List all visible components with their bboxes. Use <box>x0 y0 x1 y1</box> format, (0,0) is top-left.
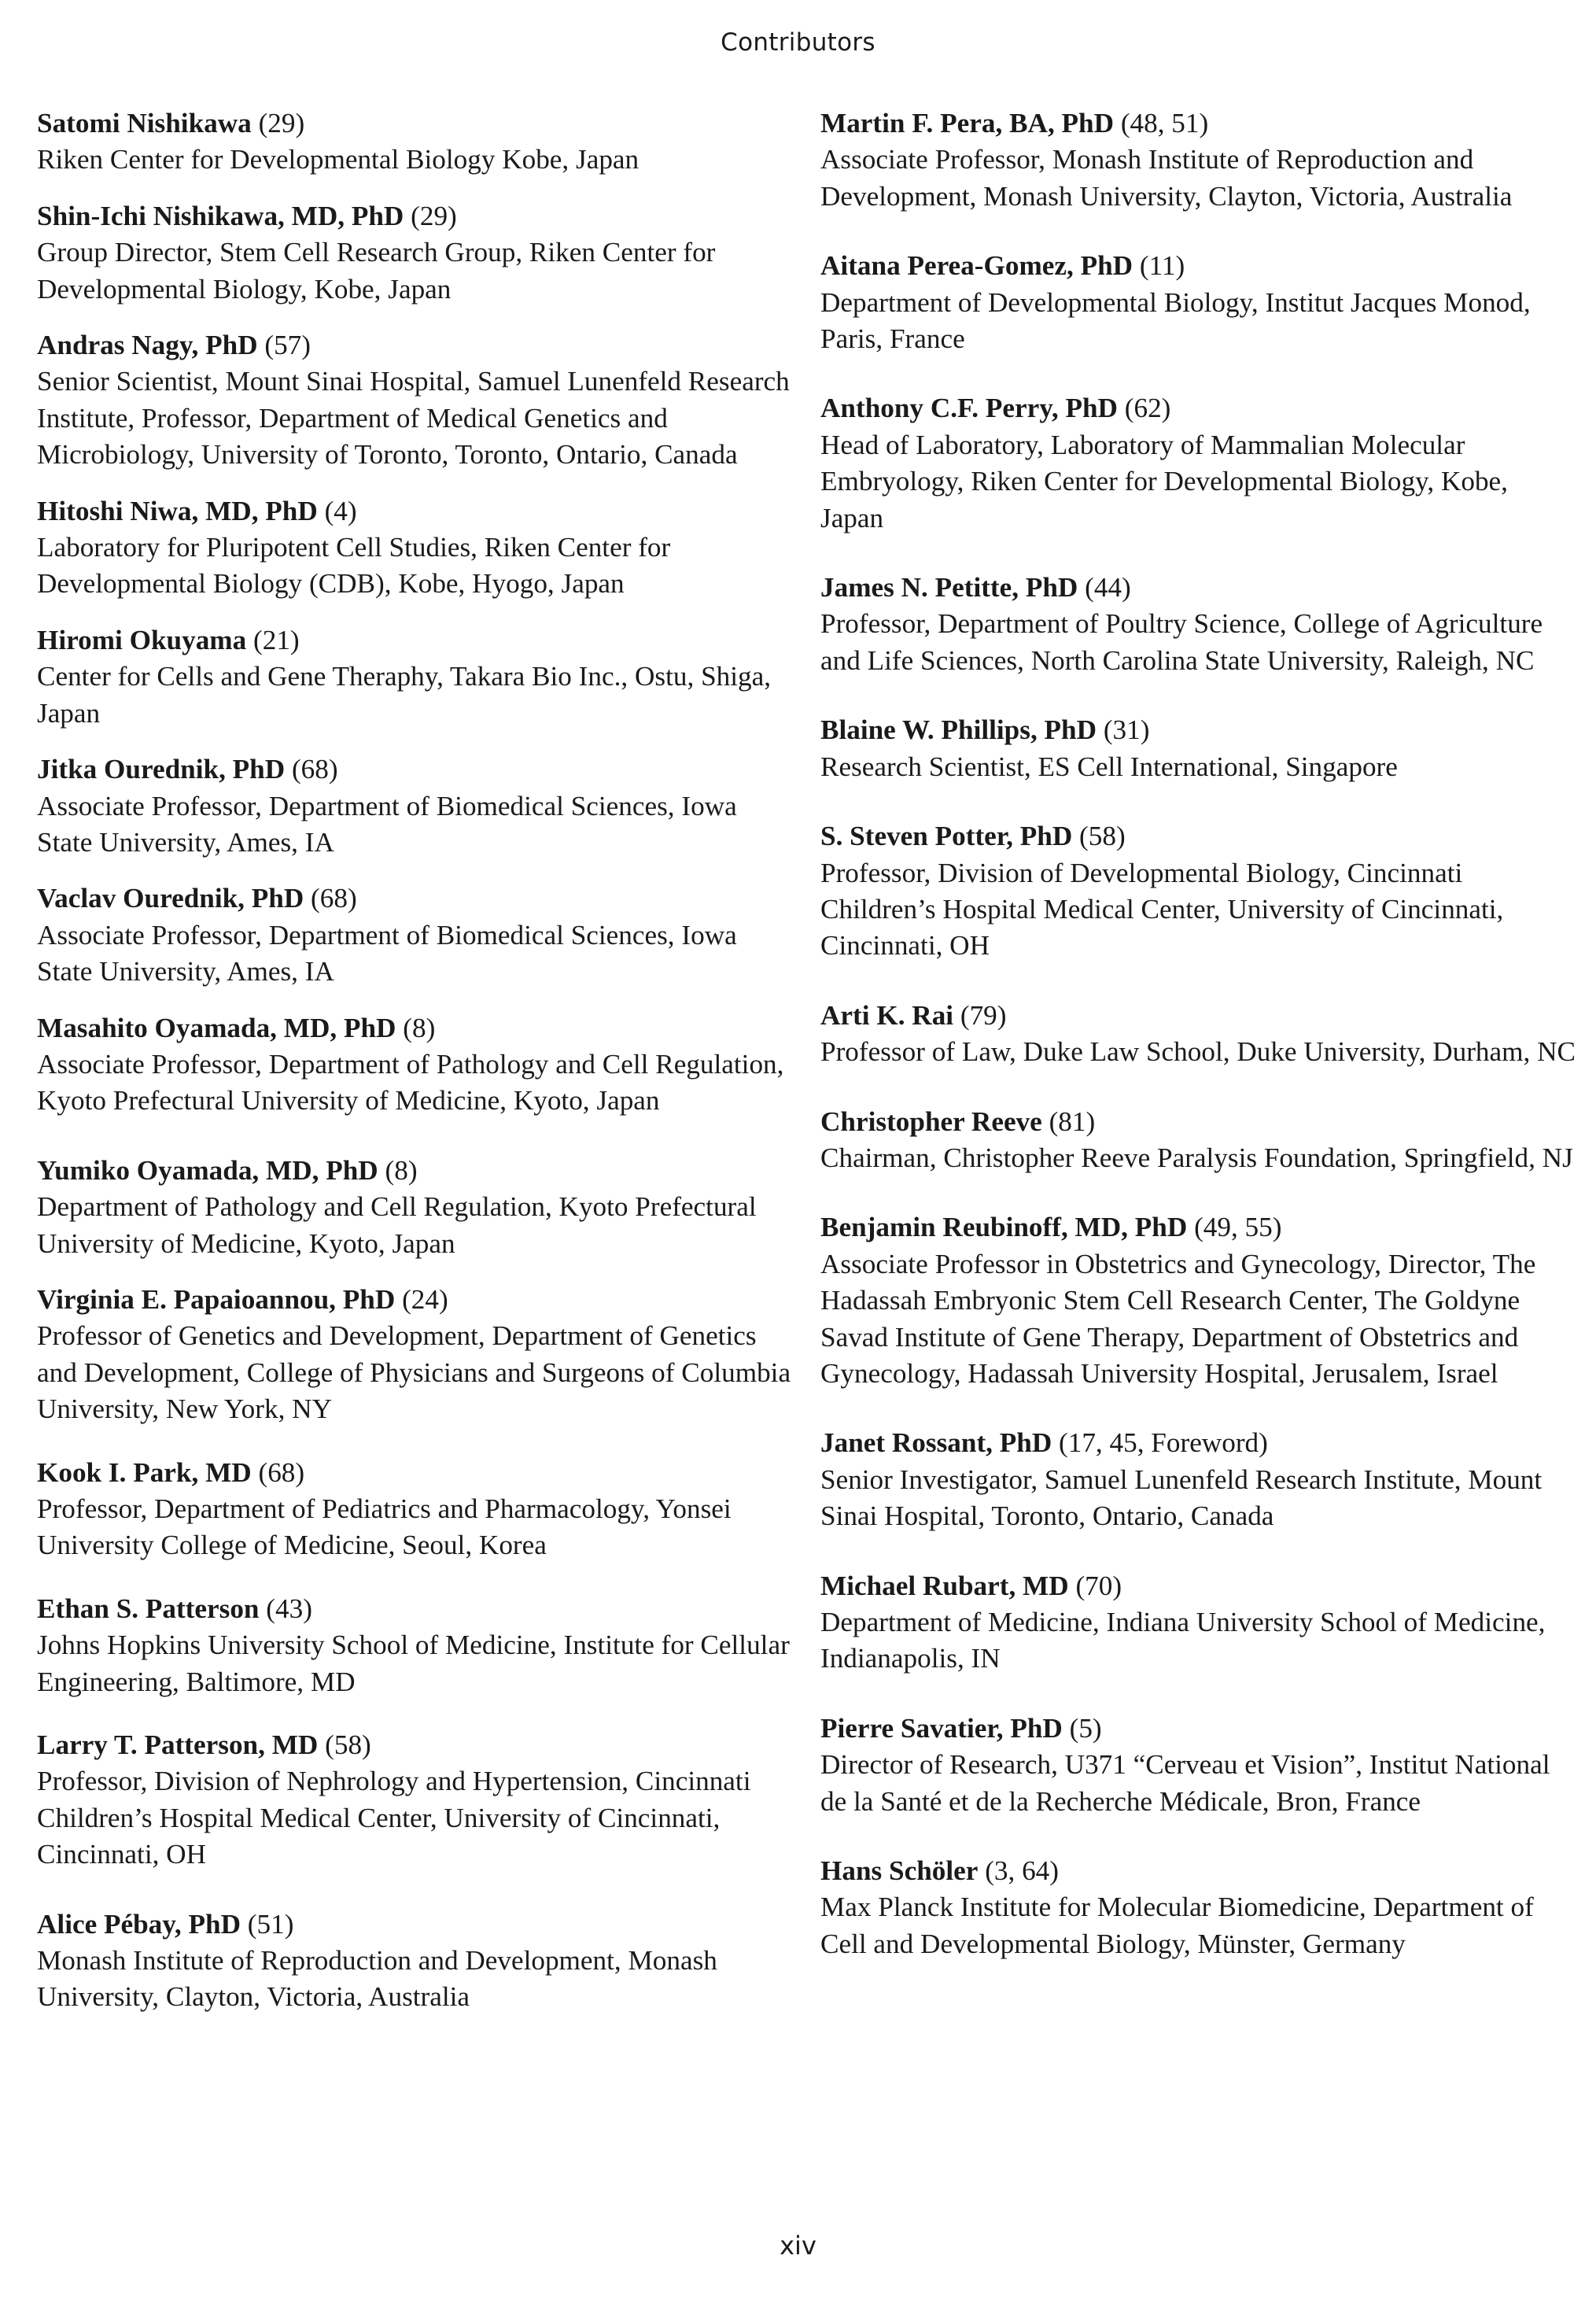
contributor-entry <box>820 1425 1576 1534</box>
contributor-chapters: (79) <box>960 999 1007 1031</box>
contributor-entry <box>37 493 792 603</box>
contributor-affiliation: Max Planck Institute for Molecular Biomedicine, Department of Cell and Developmental Biology, Münster, Germany <box>820 1892 1534 1959</box>
contributor-name: Michael Rubart, MD <box>820 1570 1069 1601</box>
contributor-chapters: (68) <box>311 883 357 914</box>
contributor-entry <box>820 1209 1576 1392</box>
contributor-name: Jitka Ourednik, PhD <box>37 754 286 785</box>
contributor-chapters: (58) <box>1079 821 1126 852</box>
contributor-chapters: (48, 51) <box>1120 108 1209 138</box>
contributor-chapters: (29) <box>258 108 305 138</box>
contributor-name: Andras Nagy, PhD <box>37 330 258 361</box>
contributor-entry <box>37 880 792 990</box>
contributor-chapters: (11) <box>1139 250 1185 282</box>
contributor-name: Satomi Nishikawa <box>37 108 252 138</box>
contributor-affiliation: Associate Professor in Obstetrics and Gynecology, Director, The Hadassah Embryonic Stem Cell Research Center, The Goldyne Savad Institute of Gene Therapy, Department of Obstetrics and Gynecology, Hadassah University Hospital, Jerusalem, Israel <box>820 1248 1536 1389</box>
contributor-chapters: (51) <box>247 1908 294 1940</box>
contributor-entry <box>820 248 1576 357</box>
contributor-entry <box>37 1282 792 1428</box>
contributor-affiliation: Associate Professor, Monash Institute of Reproduction and Development, Monash University, Clayton, Victoria, Australia <box>820 144 1513 212</box>
contributor-entry <box>37 1153 792 1262</box>
contributor-affiliation: Chairman, Christopher Reeve Paralysis Foundation, Springfield, NJ <box>820 1142 1573 1173</box>
contributor-entry <box>37 105 792 179</box>
right-column <box>820 105 1576 1962</box>
contributor-affiliation: Associate Professor, Department of Biomedical Sciences, Iowa State University, Ames, IA <box>37 919 737 987</box>
contributor-name: Virginia E. Papaioannou, PhD <box>37 1283 396 1315</box>
contributor-name: James N. Petitte, PhD <box>820 572 1078 604</box>
contributor-entry <box>820 1568 1576 1678</box>
contributor-name: Shin-Ichi Nishikawa, MD, PhD <box>37 200 404 231</box>
contributor-entry <box>820 1104 1576 1177</box>
contributor-name: Ethan S. Patterson <box>37 1593 260 1624</box>
contributor-name: Hiromi Okuyama <box>37 624 247 655</box>
contributor-affiliation: Monash Institute of Reproduction and Development, Monash University, Clayton, Victoria, Australia <box>37 1945 717 2013</box>
contributor-name: S. Steven Potter, PhD <box>820 821 1073 852</box>
contributor-chapters: (49, 55) <box>1194 1212 1282 1243</box>
contributor-name: Benjamin Reubinoff, MD, PhD <box>820 1212 1188 1243</box>
contributor-affiliation: Laboratory for Pluripotent Cell Studies, Riken Center for Developmental Biology (CDB), Kobe, Hyogo, Japan <box>37 532 671 600</box>
contributor-name: Hans Schöler <box>820 1855 979 1887</box>
contributor-chapters: (43) <box>266 1593 312 1624</box>
contributor-entry <box>37 1010 792 1120</box>
contributor-affiliation: Group Director, Stem Cell Research Group, Riken Center for Developmental Biology, Kobe, Japan <box>37 237 716 305</box>
contributor-chapters: (58) <box>325 1729 371 1761</box>
contributor-entry <box>37 1727 792 1873</box>
contributor-name: Kook I. Park, MD <box>37 1456 252 1488</box>
contributor-affiliation: Department of Medicine, Indiana University School of Medicine, Indianapolis, IN <box>820 1607 1546 1674</box>
contributor-chapters: (4) <box>324 495 357 526</box>
contributor-chapters: (62) <box>1124 393 1171 424</box>
page-header: Contributors <box>721 28 875 57</box>
contributor-affiliation: Center for Cells and Gene Theraphy, Takara Bio Inc., Ostu, Shiga, Japan <box>37 661 772 729</box>
contributor-entry <box>820 570 1576 679</box>
contributor-affiliation: Riken Center for Developmental Biology Kobe, Japan <box>37 144 640 175</box>
contributor-chapters: (8) <box>403 1012 436 1043</box>
page-number: xiv <box>780 2231 816 2261</box>
contributor-chapters: (17, 45, Foreword) <box>1059 1427 1268 1459</box>
contributor-chapters: (70) <box>1075 1570 1122 1601</box>
contributor-entry <box>37 1591 792 1700</box>
contributor-entry <box>820 390 1576 537</box>
contributor-name: Larry T. Patterson, MD <box>37 1729 319 1761</box>
contributor-entry <box>820 712 1576 785</box>
contributor-name: Vaclav Ourednik, PhD <box>37 883 304 914</box>
contributor-name: Aitana Perea-Gomez, PhD <box>820 250 1133 282</box>
contributor-affiliation: Professor, Division of Nephrology and Hypertension, Cincinnati Children’s Hospital Medical Center, University of Cincinnati, Cincinnati, OH <box>37 1766 751 1870</box>
contributor-name: Yumiko Oyamada, MD, PhD <box>37 1154 378 1186</box>
contributor-chapters: (68) <box>291 754 338 785</box>
contributor-entry <box>37 198 792 308</box>
contributor-entry <box>37 622 792 732</box>
contributor-affiliation: Head of Laboratory, Laboratory of Mammalian Molecular Embryology, Riken Center for Developmental Biology, Kobe, Japan <box>820 429 1508 533</box>
contributor-affiliation: Research Scientist, ES Cell International, Singapore <box>820 751 1398 782</box>
contributor-affiliation: Professor of Law, Duke Law School, Duke University, Durham, NC <box>820 1036 1576 1068</box>
contributor-chapters: (3, 64) <box>985 1855 1059 1887</box>
contributor-entry <box>820 105 1576 215</box>
contributor-entry <box>37 1455 792 1564</box>
contributor-chapters: (57) <box>264 330 311 361</box>
contributor-entry <box>820 1711 1576 1820</box>
contributor-chapters: (31) <box>1103 714 1150 746</box>
contributor-entry <box>820 818 1576 965</box>
contributor-affiliation: Professor of Genetics and Development, Department of Genetics and Development, College of Physicians and Surgeons of Columbia University, New York, NY <box>37 1320 791 1425</box>
contributor-name: Arti K. Rai <box>820 999 954 1031</box>
contributor-entry <box>820 1853 1576 1962</box>
contributor-chapters: (44) <box>1085 572 1131 604</box>
contributor-entry <box>37 1907 792 2016</box>
contributor-chapters: (8) <box>385 1154 418 1186</box>
contributor-name: Pierre Savatier, PhD <box>820 1712 1063 1744</box>
contributor-affiliation: Senior Scientist, Mount Sinai Hospital, Samuel Lunenfeld Research Institute, Professor, Department of Medical Genetics and Microbiology, University of Toronto, Toronto, Ontario, Canada <box>37 366 790 471</box>
contributor-name: Masahito Oyamada, MD, PhD <box>37 1012 396 1043</box>
contributor-chapters: (24) <box>402 1283 448 1315</box>
contributor-affiliation: Department of Developmental Biology, Institut Jacques Monod, Paris, France <box>820 286 1531 355</box>
contributor-entry <box>37 327 792 474</box>
contributor-name: Anthony C.F. Perry, PhD <box>820 393 1118 424</box>
contributor-name: Hitoshi Niwa, MD, PhD <box>37 495 318 526</box>
contributor-name: Christopher Reeve <box>820 1106 1042 1137</box>
contributor-affiliation: Associate Professor, Department of Biomedical Sciences, Iowa State University, Ames, IA <box>37 790 737 858</box>
contributor-affiliation: Senior Investigator, Samuel Lunenfeld Research Institute, Mount Sinai Hospital, Toronto, Ontario, Canada <box>820 1464 1543 1532</box>
contributor-entry <box>820 998 1576 1071</box>
contributor-affiliation: Professor, Department of Poultry Science, College of Agriculture and Life Sciences, North Carolina State University, Raleigh, NC <box>820 608 1543 676</box>
contributor-chapters: (5) <box>1069 1712 1102 1744</box>
contributor-name: Janet Rossant, PhD <box>820 1427 1052 1459</box>
contributor-chapters: (81) <box>1049 1106 1096 1137</box>
contributor-chapters: (21) <box>253 624 300 655</box>
contributor-affiliation: Department of Pathology and Cell Regulation, Kyoto Prefectural University of Medicine, Kyoto, Japan <box>37 1191 757 1259</box>
contributor-affiliation: Johns Hopkins University School of Medicine, Institute for Cellular Engineering, Baltimore, MD <box>37 1630 790 1697</box>
contributor-affiliation: Director of Research, U371 “Cerveau et Vision”, Institut National de la Santé et de la Recherche Médicale, Bron, France <box>820 1749 1550 1817</box>
contributor-entry <box>37 751 792 861</box>
contributor-affiliation: Professor, Department of Pediatrics and Pharmacology, Yonsei University College of Medicine, Seoul, Korea <box>37 1493 732 1561</box>
contributor-name: Alice Pébay, PhD <box>37 1908 241 1940</box>
contributor-name: Blaine W. Phillips, PhD <box>820 714 1097 746</box>
contributor-name: Martin F. Pera, BA, PhD <box>820 108 1115 138</box>
left-column <box>37 105 792 2016</box>
contributor-chapters: (68) <box>258 1456 305 1488</box>
contributor-affiliation: Associate Professor, Department of Pathology and Cell Regulation, Kyoto Prefectural University of Medicine, Kyoto, Japan <box>37 1048 784 1117</box>
contributor-chapters: (29) <box>411 200 457 231</box>
contributor-affiliation: Professor, Division of Developmental Biology, Cincinnati Children’s Hospital Medical Center, University of Cincinnati, Cincinnati, OH <box>820 857 1504 962</box>
